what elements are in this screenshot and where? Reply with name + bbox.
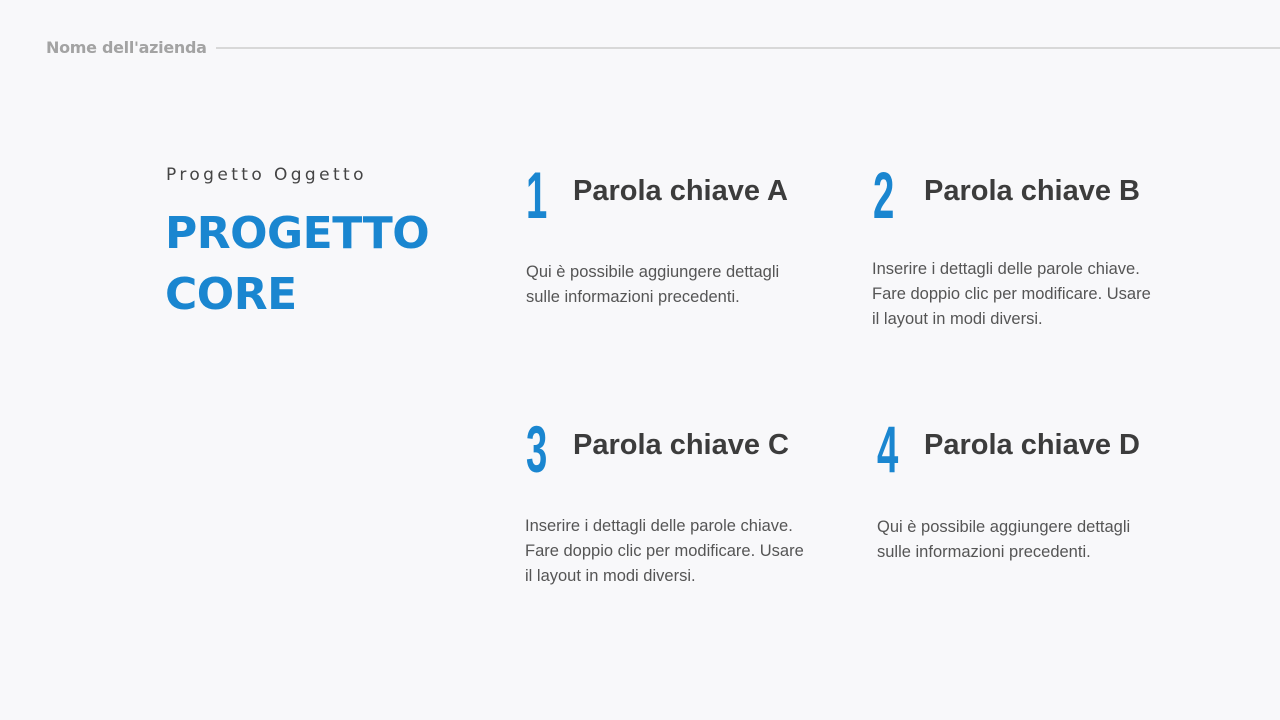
- keyword-title: Parola chiave D: [924, 429, 1140, 461]
- description-line: Fare doppio clic per modificare. Usare: [525, 542, 804, 560]
- description-line: Fare doppio clic per modificare. Usare: [872, 285, 1151, 303]
- description-line: Qui è possibile aggiungere dettagli: [526, 263, 780, 281]
- description-line: Qui è possibile aggiungere dettagli: [877, 518, 1131, 536]
- keyword-description: [872, 257, 1172, 332]
- keyword-number: 1: [526, 158, 548, 232]
- description-line: il layout in modi diversi.: [525, 567, 696, 585]
- keyword-title: Parola chiave B: [924, 175, 1140, 207]
- keyword-title: Parola chiave A: [573, 175, 788, 207]
- description-line: il layout in modi diversi.: [872, 310, 1043, 328]
- description-line: sulle informazioni precedenti.: [526, 288, 740, 306]
- keyword-description: [525, 514, 825, 589]
- description-line: sulle informazioni precedenti.: [877, 543, 1091, 561]
- description-line: Inserire i dettagli delle parole chiave.: [525, 517, 793, 535]
- main-title-line: PROGETTO: [165, 208, 430, 259]
- keyword-number: 3: [526, 412, 548, 486]
- header-divider: [216, 47, 1280, 49]
- keyword-number: 2: [873, 158, 895, 232]
- keyword-description: [877, 515, 1177, 565]
- description-line: Inserire i dettagli delle parole chiave.: [872, 260, 1140, 278]
- main-title: [165, 203, 485, 325]
- keyword-title: Parola chiave C: [573, 429, 789, 461]
- subtitle: Progetto Oggetto: [166, 165, 367, 185]
- main-title-line: CORE: [165, 269, 297, 320]
- keyword-description: [526, 260, 826, 310]
- keyword-number: 4: [877, 412, 899, 486]
- company-name: Nome dell'azienda: [46, 38, 207, 57]
